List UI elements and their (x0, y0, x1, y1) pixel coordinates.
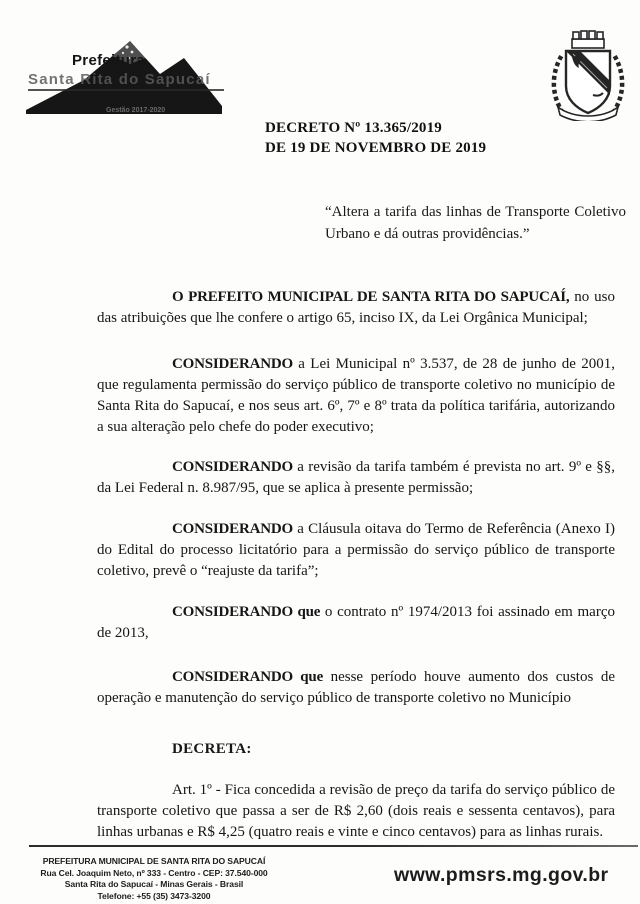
decree-number: DECRETO Nº 13.365/2019 (265, 120, 443, 136)
footer-phone: Telefone: +55 (35) 3473-3200 (97, 890, 211, 901)
paragraph-text: a Cláusula oitava do Termo de Referência (Anexo I) do Edital do processo licitatório para a permissão do serviço público de transporte coletivo, prevê o “reajuste da tarifa”; (97, 521, 615, 579)
paragraph-considerando-4 (97, 602, 615, 644)
paragraph-text: nesse período houve aumento dos custos de operação e manutenção do serviço público de transporte coletivo no Município (97, 669, 615, 706)
logo-slogan: Trabalhando para o povo (78, 94, 196, 105)
prefeitura-logo (26, 34, 224, 120)
article-1: Art. 1º - Fica concedida a revisão de preço da tarifa do serviço público de transporte coletivo que passa a ser de R$ 2,60 (dois reais e sessenta centavos), para linhas urbanas e R$ 4,25 (quatro reais e vinte e cinco centavos) para as linhas rurais. (97, 782, 615, 840)
footer-divider (29, 845, 638, 847)
decree-body (97, 287, 615, 843)
decree-date: DE 19 DE NOVEMBRO DE 2019 (265, 139, 487, 156)
paragraph-lead: CONSIDERANDO (172, 521, 293, 537)
logo-city-name: Santa Rita do Sapucaí (28, 71, 224, 91)
decree-epigraph: “Altera a tarifa das linhas de Transporte Coletivo Urbano e dá outras providências.” (325, 204, 626, 242)
footer-org-name: PREFEITURA MUNICIPAL DE SANTA RITA DO SAPUCAÍ (42, 856, 266, 866)
paragraph-text: a Lei Municipal nº 3.537, de 28 de junho de 2001, que regulamenta permissão do serviço público de transporte coletivo no município de Santa Rita do Sapucaí, e nos seus art. 6º, 7º e 8º trata da política tarifária, autorizando a sua alteração pelo chefe do poder executivo; (97, 356, 615, 435)
paragraph-preamble (97, 287, 615, 329)
paragraph-considerando-2 (97, 457, 615, 499)
paragraph-lead: CONSIDERANDO que (172, 604, 321, 620)
footer-street-address: Rua Cel. Joaquim Neto, nº 333 - Centro - CEP: 37.540-000 (40, 867, 268, 878)
decree-title (265, 119, 486, 158)
paragraph-lead: CONSIDERANDO que (172, 669, 324, 685)
paragraph-considerando-3 (97, 519, 615, 582)
footer-city-line: Santa Rita do Sapucaí - Minas Gerais - Brasil (64, 879, 244, 890)
logo-prefeitura-text: Prefeitura (72, 52, 146, 69)
paragraph-lead: CONSIDERANDO (172, 459, 293, 475)
paragraph-considerando-5 (97, 667, 615, 709)
coat-of-arms-icon (549, 23, 627, 121)
footer-website: www.pmsrs.mg.gov.br (394, 864, 609, 886)
paragraph-lead: CONSIDERANDO (172, 356, 293, 372)
decreta-heading: DECRETA: (172, 741, 252, 757)
paragraph-text: a revisão da tarifa também é prevista no art. 9º e §§, da Lei Federal n. 8.987/95, que se aplica à presente permissão; (97, 459, 615, 496)
paragraph-considerando-1 (97, 354, 615, 438)
logo-gestao: Gestão 2017-2020 (106, 107, 166, 114)
footer-address-block (18, 856, 290, 902)
paragraph-lead: O PREFEITO MUNICIPAL DE SANTA RITA DO SAPUCAÍ, (172, 289, 570, 305)
paragraph-text: o contrato nº 1974/2013 foi assinado em março de 2013, (97, 604, 615, 641)
paragraph-text: no uso das atribuições que lhe confere o artigo 65, inciso IX, da Lei Orgânica Municipal; (97, 289, 615, 326)
